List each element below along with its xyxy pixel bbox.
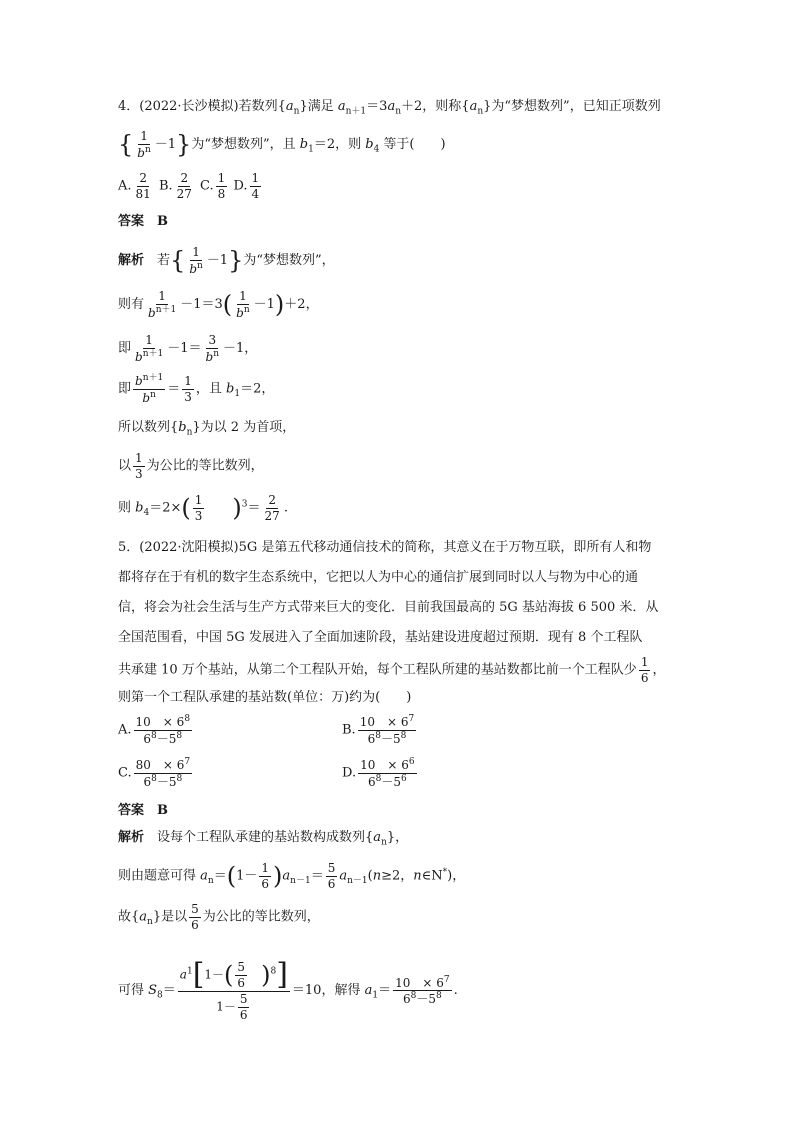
q4-answer: 答案 B <box>118 214 168 229</box>
q4-stem-line1: 4．(2022·长沙模拟)若数列$\{a_n\}$满足 $a_{n+1}=3a_n+2$，则称$\{a_n\}$为“梦想数列”，已知正项数列 <box>118 99 661 117</box>
q5-option-c: C. $\frac{80 \times 6^7}{6^8-5^8}$ <box>118 757 191 789</box>
q5-analysis-line2: 则由题意可得 $a_n=(1-$ $\frac{1}{6}$ )$a_{n-1}=$ $\frac{5}{6}$ $a_{n-1}(n\ge 2$，n∈N*)， <box>118 861 466 891</box>
q5-analysis-line4: 可得 $S_8=$ $a^1[1-$( $\frac{5}{6}$ )$^8$] 1－ $\frac{5}{6}$ ＝10，解得 $a_1=$ $\frac{10 \times 6^7}{6^8-5^8}$ . <box>118 957 458 1022</box>
q4-analysis-line6: 以 $\frac{1}{3}$ 为公比的等比数列， <box>118 451 264 481</box>
q5-option-a: A. $\frac{10 \times 6^8}{6^8-5^8}$ <box>118 714 191 746</box>
q5-stem-line4: 全国范围看，中国 5G 发展进入了全面加速阶段，基站建设进度超过预期．现有 8 个工程队 <box>118 630 643 645</box>
q5-analysis-line3: 故$\{a_n\}$是以 $\frac{5}{6}$ 为公比的等比数列， <box>118 902 320 932</box>
q4-analysis-line1: 解析 若{ $\frac{1}{b^n}$ －1}为“梦想数列”， <box>118 245 335 276</box>
q5-stem-line2: 都将存在于有机的数字生态系统中，它把以人为中心的通信扩展到同时以人与物为中心的通 <box>118 570 639 585</box>
q4-analysis-line7: 则 $b_4=2\times$( $\frac{1}{3}$ )$^3$＝ $\frac{2}{27}$ . <box>118 493 288 523</box>
q5-stem-line5: 共承建 10 万个基站，从第二个工程队开始，每个工程队所建的基站数都比前一个工程队少 $\frac{1}{6}$ ， <box>118 655 666 685</box>
q5-option-b: B. $\frac{10 \times 6^7}{6^8-5^8}$ <box>342 714 415 746</box>
q4-analysis-line4: 即 $\frac{b^{n+1}}{b^n}$ ＝ $\frac{1}{3}$ ，且 $b_1=2$， <box>118 373 275 405</box>
q4-analysis-line5: 所以数列$\{b_n\}$为以 2 为首项， <box>118 420 296 438</box>
q4-analysis-line3: 即 $\frac{1}{b^{n+1}}$ －1＝ $\frac{3}{b^n}$ －1， <box>118 333 258 364</box>
q5-stem-line6: 则第一个工程队承建的基站数(单位：万)约为( ) <box>118 690 412 705</box>
q4-analysis-line2: 则有 $\frac{1}{b^{n+1}}$ －1＝3( $\frac{1}{b^n}$ －1)＋2， <box>118 289 319 320</box>
q5-option-d: D. $\frac{10 \times 6^6}{6^8-5^6}$ <box>342 757 415 789</box>
q4-options: A. $\frac{2}{81}$ B. $\frac{2}{27}$ C. $\frac{1}{8}$ D. $\frac{1}{4}$ <box>118 171 260 201</box>
q5-stem-line3: 信，将会为社会生活与生产方式带来巨大的变化．目前我国最高的 5G 基站海拔 6 500 米．从 <box>118 600 659 615</box>
q5-stem-line1: 5．(2022·沈阳模拟)5G 是第五代移动通信技术的简称，其意义在于万物互联，即所有人和物 <box>118 540 652 555</box>
q5-analysis-line1: 解析 设每个工程队承建的基站数构成数列$\{a_n\}$， <box>118 830 409 848</box>
q5-answer: 答案 B <box>118 803 168 818</box>
q4-stem-line2: { $\frac{1}{b^n}$ －1}为“梦想数列”，且 $b_1=2$，则 $b_4$ 等于( ) <box>118 129 446 160</box>
